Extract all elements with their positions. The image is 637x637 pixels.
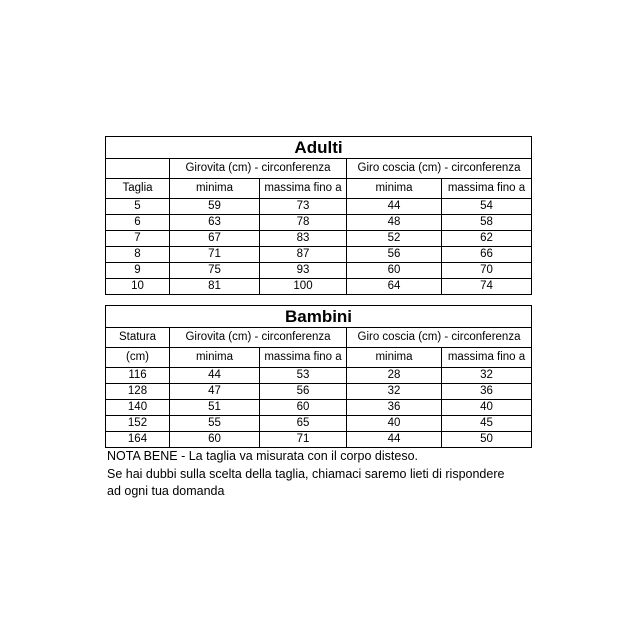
adulti-coscia-max-cell: 70	[442, 263, 532, 279]
bambini-coscia-min-cell: 36	[347, 400, 442, 416]
adulti-subheader-row	[106, 179, 532, 199]
adulti-coscia-max-cell: 62	[442, 231, 532, 247]
adulti-coscia-min-cell: 60	[347, 263, 442, 279]
bambini-girovita-min-cell: 55	[170, 416, 260, 432]
adulti-taglia-cell: 6	[106, 215, 170, 231]
table-row	[106, 215, 532, 231]
adulti-size-table	[105, 136, 532, 295]
adulti-coscia-min-cell: 44	[347, 199, 442, 215]
bambini-title-row	[106, 306, 532, 328]
adulti-coscia-max-cell: 74	[442, 279, 532, 295]
bambini-girovita-max-cell: 65	[260, 416, 347, 432]
adulti-coscia-min-cell: 64	[347, 279, 442, 295]
table-row	[106, 263, 532, 279]
adulti-coscia-min-cell: 48	[347, 215, 442, 231]
adulti-taglia-cell: 8	[106, 247, 170, 263]
adulti-girovita-max-cell: 87	[260, 247, 347, 263]
bambini-girovita-max-header: massima fino a	[260, 348, 347, 368]
adulti-girovita-max-cell: 93	[260, 263, 347, 279]
adulti-girovita-min-cell: 67	[170, 231, 260, 247]
adulti-taglia-header: Taglia	[106, 179, 170, 199]
bambini-coscia-min-cell: 40	[347, 416, 442, 432]
bambini-statura-header: Statura	[106, 328, 170, 348]
adulti-girovita-min-cell: 59	[170, 199, 260, 215]
bambini-girovita-min-cell: 44	[170, 368, 260, 384]
help-text-line1: Se hai dubbi sulla scelta della taglia, chiamaci saremo lieti di rispondere	[107, 466, 505, 481]
adulti-coscia-max-cell: 66	[442, 247, 532, 263]
bambini-coscia-min-cell: 32	[347, 384, 442, 400]
bambini-group-header-row	[106, 328, 532, 348]
adulti-girovita-min-header: minima	[170, 179, 260, 199]
adulti-coscia-min-cell: 52	[347, 231, 442, 247]
adulti-coscia-min-cell: 56	[347, 247, 442, 263]
adulti-girovita-min-cell: 75	[170, 263, 260, 279]
adulti-title: Adulti	[106, 137, 532, 159]
bambini-girovita-max-cell: 71	[260, 432, 347, 448]
table-row	[106, 247, 532, 263]
adulti-girovita-min-cell: 81	[170, 279, 260, 295]
bambini-coscia-max-cell: 40	[442, 400, 532, 416]
bambini-statura-cell: 152	[106, 416, 170, 432]
table-row	[106, 231, 532, 247]
adulti-girovita-min-cell: 71	[170, 247, 260, 263]
table-row	[106, 432, 532, 448]
bambini-coscia-min-cell: 28	[347, 368, 442, 384]
adulti-girovita-max-cell: 78	[260, 215, 347, 231]
bambini-girovita-header: Girovita (cm) - circonferenza	[170, 328, 347, 348]
help-text-line2: ad ogni tua domanda	[107, 484, 225, 498]
bambini-coscia-max-header: massima fino a	[442, 348, 532, 368]
table-row	[106, 384, 532, 400]
adulti-girovita-max-cell: 83	[260, 231, 347, 247]
adulti-coscia-max-header: massima fino a	[442, 179, 532, 199]
table-row	[106, 416, 532, 432]
bambini-subheader-row	[106, 348, 532, 368]
bambini-girovita-min-cell: 51	[170, 400, 260, 416]
adulti-girovita-max-cell: 100	[260, 279, 347, 295]
adulti-title-row	[106, 137, 532, 159]
bambini-statura-cell: 164	[106, 432, 170, 448]
bambini-unit-header: (cm)	[106, 348, 170, 368]
bambini-coscia-max-cell: 45	[442, 416, 532, 432]
adulti-empty-header-cell	[106, 159, 170, 179]
adulti-girovita-max-header: massima fino a	[260, 179, 347, 199]
notes-block	[107, 448, 577, 501]
adulti-taglia-cell: 10	[106, 279, 170, 295]
bambini-girovita-min-cell: 60	[170, 432, 260, 448]
bambini-girovita-min-cell: 47	[170, 384, 260, 400]
bambini-title: Bambini	[106, 306, 532, 328]
bambini-coscia-max-cell: 32	[442, 368, 532, 384]
bambini-size-table	[105, 305, 532, 448]
table-row	[106, 400, 532, 416]
bambini-statura-cell: 128	[106, 384, 170, 400]
nota-bene-text: NOTA BENE - La taglia va misurata con il corpo disteso.	[107, 449, 419, 463]
bambini-coscia-min-cell: 44	[347, 432, 442, 448]
table-row	[106, 199, 532, 215]
bambini-coscia-max-cell: 36	[442, 384, 532, 400]
adulti-taglia-cell: 9	[106, 263, 170, 279]
adulti-taglia-cell: 5	[106, 199, 170, 215]
adulti-girovita-max-cell: 73	[260, 199, 347, 215]
adulti-coscia-max-cell: 58	[442, 215, 532, 231]
bambini-giro-coscia-header: Giro coscia (cm) - circonferenza	[347, 328, 532, 348]
bambini-girovita-max-cell: 53	[260, 368, 347, 384]
adulti-girovita-min-cell: 63	[170, 215, 260, 231]
bambini-statura-cell: 140	[106, 400, 170, 416]
bambini-girovita-max-cell: 56	[260, 384, 347, 400]
adulti-taglia-cell: 7	[106, 231, 170, 247]
table-row	[106, 368, 532, 384]
adulti-girovita-header: Girovita (cm) - circonferenza	[170, 159, 347, 179]
adulti-coscia-max-cell: 54	[442, 199, 532, 215]
bambini-girovita-max-cell: 60	[260, 400, 347, 416]
adulti-group-header-row	[106, 159, 532, 179]
adulti-giro-coscia-header: Giro coscia (cm) - circonferenza	[347, 159, 532, 179]
adulti-coscia-min-header: minima	[347, 179, 442, 199]
bambini-statura-cell: 116	[106, 368, 170, 384]
table-row	[106, 279, 532, 295]
bambini-coscia-min-header: minima	[347, 348, 442, 368]
bambini-coscia-max-cell: 50	[442, 432, 532, 448]
bambini-girovita-min-header: minima	[170, 348, 260, 368]
